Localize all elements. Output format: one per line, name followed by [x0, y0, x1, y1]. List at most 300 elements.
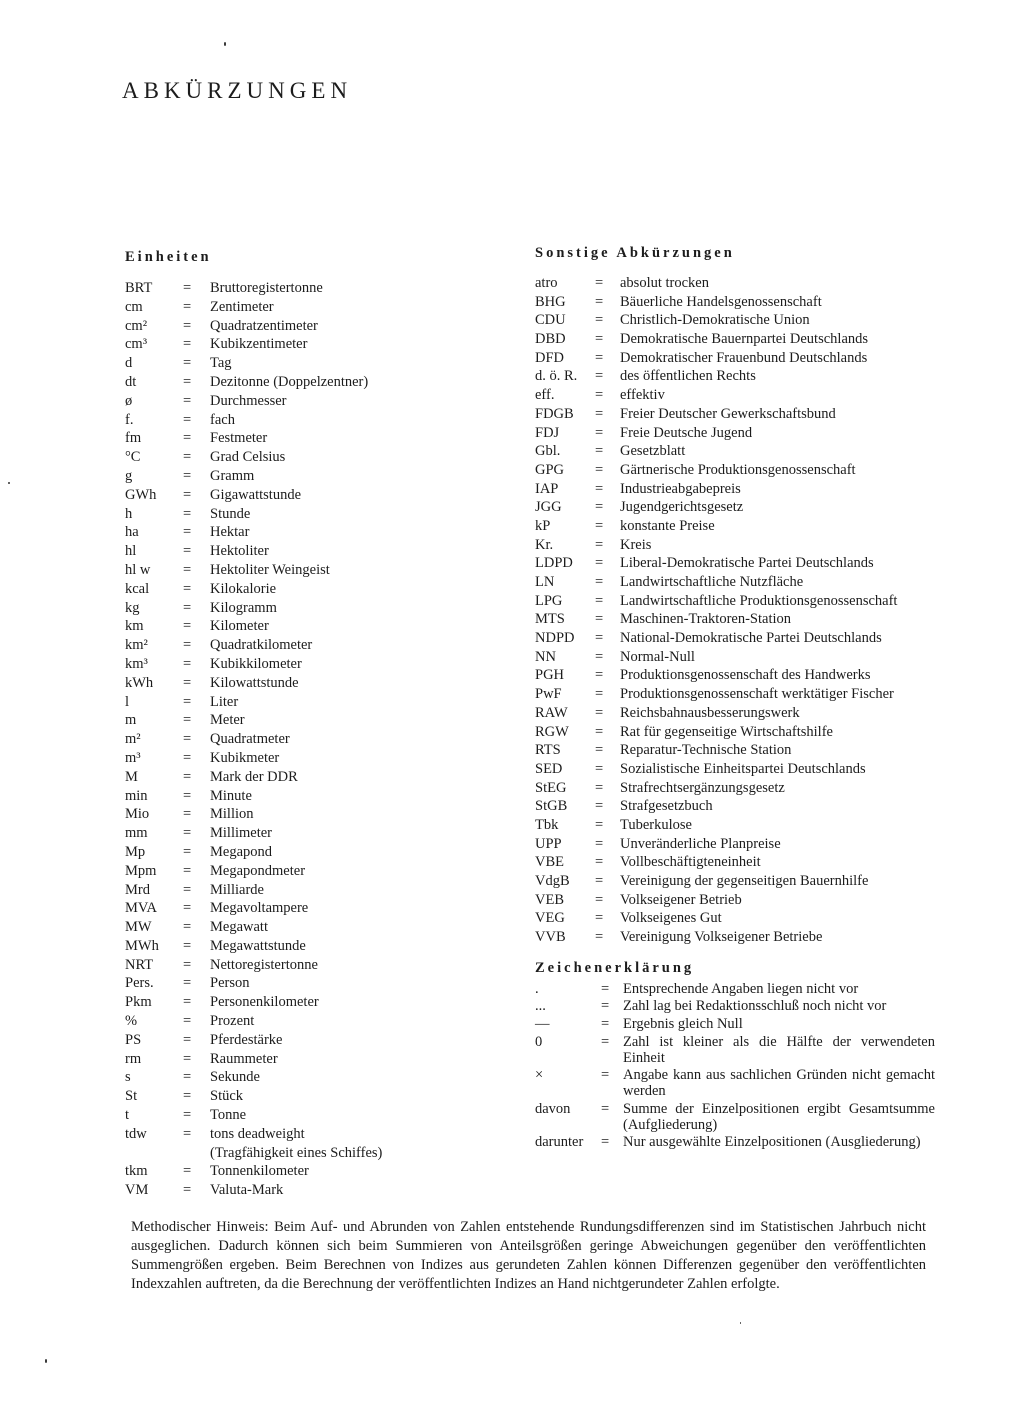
unit-row	[125, 486, 515, 505]
meaning: Grad Celsius	[210, 449, 286, 466]
meaning: Megavoltampere	[210, 900, 309, 917]
equals-sign: =	[595, 536, 604, 553]
equals-sign: =	[595, 704, 604, 721]
equals-sign: =	[595, 368, 604, 385]
abbreviation-row	[535, 929, 935, 948]
meaning: Freier Deutscher Gewerkschaftsbund	[620, 405, 836, 422]
unit-row	[125, 956, 515, 975]
equals-sign: =	[183, 1069, 192, 1086]
equals-sign: =	[601, 1015, 610, 1032]
meaning: Summe der Einzelpositionen ergibt Gesamtsumme (Aufgliederung)	[623, 1100, 935, 1133]
meaning: Zentimeter	[210, 298, 274, 315]
meaning: tons deadweight	[210, 1125, 305, 1142]
abbreviation: hl	[125, 543, 137, 560]
unit-row	[125, 561, 515, 580]
equals-sign: =	[183, 411, 192, 428]
meaning: Tonne	[210, 1107, 247, 1124]
equals-sign: =	[601, 980, 610, 997]
abbreviation: m	[125, 712, 137, 729]
unit-row	[125, 448, 515, 467]
abbreviation: km	[125, 618, 144, 635]
abbreviation: LPG	[535, 592, 563, 609]
unit-row	[125, 749, 515, 768]
meaning: Personenkilometer	[210, 994, 319, 1011]
equals-sign: =	[183, 561, 192, 578]
meaning: Ergebnis gleich Null	[623, 1015, 743, 1032]
abbreviation: ø	[125, 392, 133, 409]
equals-sign: =	[183, 712, 192, 729]
meaning: Gärtnerische Produktionsgenossenschaft	[620, 461, 856, 478]
equals-sign: =	[183, 1088, 192, 1105]
meaning: Reichsbahnausbesserungswerk	[620, 704, 800, 721]
sign-row	[535, 1034, 935, 1068]
equals-sign: =	[601, 1067, 610, 1084]
abbreviation-row	[535, 443, 935, 462]
abbreviation-row	[535, 742, 935, 761]
equals-sign: =	[183, 280, 192, 296]
meaning: absolut trocken	[620, 275, 709, 291]
meaning: Stück	[210, 1088, 244, 1105]
abbreviation: GPG	[535, 461, 565, 478]
equals-sign: =	[595, 816, 604, 833]
unit-row	[125, 523, 515, 542]
meaning: Unveränderliche Planpreise	[620, 835, 781, 852]
abbreviation-row	[535, 537, 935, 556]
abbreviation: eff.	[535, 387, 555, 404]
unit-row	[125, 617, 515, 636]
equals-sign: =	[595, 574, 604, 590]
equals-sign: =	[183, 505, 192, 522]
unit-row	[125, 899, 515, 918]
meaning: Kubikkilometer	[210, 655, 302, 672]
methodological-note: Methodischer Hinweis: Beim Auf- und Abrunden von Zahlen entstehende Rundungsdifferenzen sind im Statistischen Jahrbuch nicht ausgeglichen. Dadurch können sich beim Summieren von Anteilsgrößen geringe Abweichungen gegenüber den veröffentlichten Summengrößen ergeben. Beim Berechnen von Indizes aus gerundeten Zahlen können Differenzen gegenüber den veröffentlichten Indexzahlen auftreten, da die Berechnung der veröffentlichten Indizes an Hand nichtgerundeter Zahlen erfolgte.	[131, 1219, 926, 1292]
meaning: Landwirtschaftliche Produktionsgenossenschaft	[620, 592, 898, 609]
unit-row	[125, 429, 515, 448]
meaning: Reparatur-Technische Station	[620, 742, 792, 759]
equals-sign: =	[183, 674, 192, 691]
equals-sign: =	[595, 517, 604, 534]
unit-row	[125, 1087, 515, 1106]
equals-sign: =	[183, 749, 192, 766]
abbreviation-row	[535, 555, 935, 574]
abbreviation: DFD	[535, 349, 565, 366]
meaning: Gigawattstunde	[210, 486, 302, 503]
sign-row	[535, 1134, 935, 1152]
equals-sign	[183, 1144, 210, 1163]
abbreviation-row	[535, 836, 935, 855]
abbreviation: NDPD	[535, 630, 575, 647]
abbreviation: SED	[535, 760, 563, 777]
print-speck	[8, 482, 10, 484]
abbreviation: km³	[125, 655, 148, 672]
meaning: Person	[210, 975, 250, 992]
abbreviation: MWh	[125, 937, 159, 954]
abbreviation: 0	[535, 1033, 543, 1050]
equals-sign: =	[183, 1107, 192, 1124]
meaning: Minute	[210, 787, 252, 804]
meaning: Volkseigenes Gut	[620, 910, 722, 927]
abbreviation-row	[535, 368, 935, 387]
meaning: Liter	[210, 693, 239, 710]
abbreviation-row	[535, 406, 935, 425]
meaning: Vollbeschäftigteneinheit	[620, 854, 761, 871]
equals-sign: =	[183, 787, 192, 804]
abbreviation: MW	[125, 919, 152, 936]
abbreviation: Pkm	[125, 994, 152, 1011]
equals-sign: =	[183, 956, 192, 973]
unit-row	[125, 411, 515, 430]
equals-sign: =	[183, 1050, 192, 1067]
units-column	[125, 249, 515, 1200]
equals-sign: =	[183, 430, 192, 447]
equals-sign: =	[183, 900, 192, 917]
abbreviation-row	[535, 499, 935, 518]
unit-row	[125, 636, 515, 655]
meaning: Hektoliter	[210, 543, 269, 560]
signs-heading: Zeichenerklärung	[535, 959, 695, 976]
abbreviation: .	[535, 980, 539, 997]
unit-row	[125, 674, 515, 693]
unit-row	[125, 317, 515, 336]
abbreviation: tdw	[125, 1125, 147, 1142]
meaning: konstante Preise	[620, 517, 715, 534]
abbreviation: %	[125, 1013, 138, 1030]
meaning: Strafrechtsergänzungsgesetz	[620, 779, 785, 796]
unit-row	[125, 599, 515, 618]
equals-sign: =	[183, 975, 192, 992]
meaning: Nettoregistertonne	[210, 956, 318, 973]
equals-sign: =	[595, 798, 604, 815]
sign-row	[535, 1016, 935, 1034]
meaning: Hektoliter Weingeist	[210, 561, 330, 578]
equals-sign: =	[595, 929, 604, 946]
equals-sign: =	[595, 854, 604, 871]
meaning: Megawattstunde	[210, 937, 306, 954]
meaning: Produktionsgenossenschaft werktätiger Fischer	[620, 686, 894, 703]
abbreviation: VBE	[535, 854, 564, 871]
meaning: Million	[210, 806, 254, 823]
equals-sign: =	[183, 881, 192, 898]
abbreviation: kcal	[125, 580, 150, 597]
abbreviation-row	[535, 425, 935, 444]
abbreviation: FDJ	[535, 424, 560, 441]
equals-sign: =	[183, 1031, 192, 1048]
meaning: fach	[210, 411, 235, 428]
equals-sign: =	[595, 387, 604, 404]
meaning: Gramm	[210, 467, 255, 484]
abbreviation: VEG	[535, 910, 565, 927]
equals-sign: =	[183, 919, 192, 936]
abbreviation: rm	[125, 1050, 142, 1067]
unit-row	[125, 373, 515, 392]
abbreviation-row	[535, 275, 935, 294]
equals-sign: =	[183, 524, 192, 541]
meaning: Mark der DDR	[210, 768, 298, 785]
abbreviation	[125, 1144, 183, 1163]
page-title: ABKÜRZUNGEN	[122, 78, 353, 103]
meaning: Industrieabgabepreis	[620, 480, 741, 497]
unit-row	[125, 580, 515, 599]
abbreviation-row	[535, 294, 935, 313]
abbreviation: DBD	[535, 331, 566, 348]
unit-row	[125, 1181, 515, 1200]
abbreviation: FDGB	[535, 405, 574, 422]
meaning: Hektar	[210, 524, 250, 541]
equals-sign: =	[183, 1182, 192, 1199]
signs-list	[535, 981, 935, 1152]
unit-row	[125, 1106, 515, 1125]
abbreviation: mm	[125, 825, 148, 842]
abbreviation-row	[535, 780, 935, 799]
unit-row	[125, 1068, 515, 1087]
unit-row	[125, 824, 515, 843]
print-speck	[224, 42, 226, 46]
abbreviation-row	[535, 462, 935, 481]
equals-sign: =	[595, 331, 604, 348]
equals-sign: =	[601, 1033, 610, 1050]
sign-row	[535, 981, 935, 999]
abbreviation: RTS	[535, 742, 561, 759]
equals-sign: =	[183, 825, 192, 842]
equals-sign: =	[183, 637, 192, 654]
unit-row	[125, 787, 515, 806]
meaning: Kilowattstunde	[210, 674, 299, 691]
equals-sign: =	[183, 580, 192, 597]
print-speck	[740, 1322, 741, 1324]
equals-sign: =	[595, 592, 604, 609]
abbreviation: Tbk	[535, 816, 559, 833]
meaning: Sekunde	[210, 1069, 260, 1086]
abbreviation: BRT	[125, 280, 153, 296]
meaning: Vereinigung der gegenseitigen Bauernhilfe	[620, 873, 869, 889]
equals-sign: =	[595, 835, 604, 852]
equals-sign: =	[183, 543, 192, 560]
meaning: Quadratkilometer	[210, 637, 313, 654]
abbreviation: IAP	[535, 480, 559, 497]
abbreviation: Kr.	[535, 536, 554, 553]
abbreviation: NN	[535, 648, 556, 665]
abbreviation: h	[125, 505, 133, 522]
equals-sign: =	[183, 392, 192, 409]
abbreviation: VEB	[535, 891, 564, 908]
meaning: Meter	[210, 712, 245, 729]
meaning: Sozialistische Einheitspartei Deutschlands	[620, 760, 866, 777]
unit-row	[125, 542, 515, 561]
meaning: Gesetzblatt	[620, 443, 686, 460]
meaning: Raummeter	[210, 1050, 278, 1067]
abbreviation: ...	[535, 998, 546, 1015]
equals-sign: =	[595, 760, 604, 777]
abbreviation: d	[125, 355, 133, 372]
abbreviation-row	[535, 350, 935, 369]
abbreviation: km²	[125, 637, 148, 654]
meaning: Festmeter	[210, 430, 268, 447]
meaning: Normal-Null	[620, 648, 695, 665]
equals-sign: =	[595, 742, 604, 759]
abbreviation-row	[535, 518, 935, 537]
abbreviation: atro	[535, 275, 558, 291]
abbreviation-row	[535, 873, 935, 892]
sign-row	[535, 1101, 935, 1135]
equals-sign: =	[595, 499, 604, 516]
meaning: Liberal-Demokratische Partei Deutschlands	[620, 555, 874, 572]
abbreviation-row	[535, 686, 935, 705]
meaning: Demokratischer Frauenbund Deutschlands	[620, 349, 868, 366]
abbreviation: tkm	[125, 1163, 148, 1180]
meaning: Megawatt	[210, 919, 268, 936]
equals-sign: =	[183, 994, 192, 1011]
meaning: Entsprechende Angaben liegen nicht vor	[623, 980, 859, 997]
equals-sign: =	[601, 1134, 610, 1151]
equals-sign: =	[595, 275, 604, 291]
abbreviation: VdgB	[535, 873, 570, 889]
unit-row	[125, 1050, 515, 1069]
unit-row	[125, 711, 515, 730]
meaning: National-Demokratische Partei Deutschlands	[620, 630, 882, 647]
abbreviation: cm	[125, 298, 143, 315]
abbreviation: Mio	[125, 806, 150, 823]
abbreviation: cm²	[125, 317, 148, 334]
abbreviation-row	[535, 630, 935, 649]
abbreviation-row	[535, 910, 935, 929]
abbreviation: M	[125, 768, 138, 785]
meaning: Maschinen-Traktoren-Station	[620, 611, 792, 628]
meaning: Dezitonne (Doppelzentner)	[210, 373, 369, 390]
equals-sign: =	[183, 449, 192, 466]
abbreviation: LN	[535, 574, 555, 590]
abbreviation-row	[535, 481, 935, 500]
equals-sign: =	[595, 630, 604, 647]
meaning: Zahl lag bei Redaktionsschluß noch nicht vor	[623, 998, 887, 1015]
abbreviation-row	[535, 892, 935, 911]
meaning: Quadratmeter	[210, 731, 290, 748]
unit-row	[125, 993, 515, 1012]
sign-row	[535, 1067, 935, 1101]
abbreviation: kWh	[125, 674, 154, 691]
abbreviation: darunter	[535, 1134, 584, 1151]
meaning: des öffentlichen Rechts	[620, 368, 756, 385]
equals-sign: =	[183, 618, 192, 635]
abbreviation: fm	[125, 430, 142, 447]
abbreviation: cm³	[125, 336, 148, 353]
equals-sign: =	[595, 779, 604, 796]
abbreviation: StGB	[535, 798, 568, 815]
meaning: Christlich-Demokratische Union	[620, 312, 810, 329]
equals-sign: =	[595, 723, 604, 740]
abbreviation: MVA	[125, 900, 157, 917]
meaning: Pferdestärke	[210, 1031, 283, 1048]
unit-row	[125, 467, 515, 486]
equals-sign: =	[595, 349, 604, 366]
unit-row	[125, 768, 515, 787]
equals-sign: =	[595, 686, 604, 703]
abbreviation: ha	[125, 524, 139, 541]
abbreviation: UPP	[535, 835, 562, 852]
abbreviation: f.	[125, 411, 134, 428]
abbreviation-row	[535, 312, 935, 331]
signs-section	[535, 960, 935, 1152]
meaning: Milliarde	[210, 881, 264, 898]
abbreviation: d. ö. R.	[535, 368, 578, 385]
unit-row	[125, 392, 515, 411]
equals-sign: =	[183, 768, 192, 785]
meaning: Kreis	[620, 536, 652, 553]
equals-sign: =	[183, 693, 192, 710]
abbreviation: min	[125, 787, 148, 804]
equals-sign: =	[595, 405, 604, 422]
equals-sign: =	[183, 467, 192, 484]
abbreviation-row	[535, 724, 935, 743]
abbreviation: s	[125, 1069, 131, 1086]
meaning: Tonnenkilometer	[210, 1163, 309, 1180]
equals-sign: =	[183, 1125, 192, 1142]
abbreviation: m³	[125, 749, 141, 766]
unit-row	[125, 805, 515, 824]
meaning: Prozent	[210, 1013, 255, 1030]
meaning: Strafgesetzbuch	[620, 798, 713, 815]
meaning: Kubikmeter	[210, 749, 280, 766]
unit-row	[125, 298, 515, 317]
unit-row	[125, 843, 515, 862]
unit-row	[125, 335, 515, 354]
abbreviation: kP	[535, 517, 551, 534]
unit-row	[125, 974, 515, 993]
abbreviation-row	[535, 761, 935, 780]
meaning: Vereinigung Volkseigener Betriebe	[620, 929, 823, 946]
equals-sign: =	[595, 910, 604, 927]
unit-row	[125, 279, 515, 298]
abbreviation: m²	[125, 731, 141, 748]
abbreviation: VVB	[535, 929, 566, 946]
equals-sign: =	[595, 461, 604, 478]
meaning: (Tragfähigkeit eines Schiffes)	[210, 1144, 383, 1161]
abbreviation: MTS	[535, 611, 565, 628]
equals-sign: =	[595, 443, 604, 460]
unit-row	[125, 730, 515, 749]
meaning: Bäuerliche Handelsgenossenschaft	[620, 293, 822, 310]
abbreviation: kg	[125, 599, 140, 616]
meaning: Nur ausgewählte Einzelpositionen (Ausgliederung)	[623, 1134, 921, 1151]
meaning: Demokratische Bauernpartei Deutschlands	[620, 331, 869, 348]
abbreviation: t	[125, 1107, 130, 1124]
equals-sign: =	[595, 555, 604, 572]
meaning: Tag	[210, 355, 232, 372]
meaning: Zahl ist kleiner als die Hälfte der verwendeten Einheit	[623, 1033, 935, 1066]
meaning: Valuta-Mark	[210, 1182, 284, 1199]
meaning: effektiv	[620, 387, 665, 404]
unit-row	[125, 693, 515, 712]
unit-row	[125, 655, 515, 674]
equals-sign: =	[595, 611, 604, 628]
units-heading: Einheiten	[125, 249, 212, 265]
unit-row	[125, 1031, 515, 1050]
unit-row	[125, 937, 515, 956]
abbreviation: davon	[535, 1100, 571, 1117]
equals-sign: =	[595, 667, 604, 684]
equals-sign: =	[183, 599, 192, 616]
equals-sign: =	[601, 1100, 610, 1117]
equals-sign: =	[601, 998, 610, 1015]
unit-row	[125, 918, 515, 937]
equals-sign: =	[183, 355, 192, 372]
abbreviation: Pers.	[125, 975, 154, 992]
equals-sign: =	[183, 806, 192, 823]
abbreviation: StEG	[535, 779, 567, 796]
abbreviation-row	[535, 798, 935, 817]
equals-sign: =	[183, 486, 192, 503]
abbreviation: GWh	[125, 486, 157, 503]
abbreviation: Mrd	[125, 881, 150, 898]
